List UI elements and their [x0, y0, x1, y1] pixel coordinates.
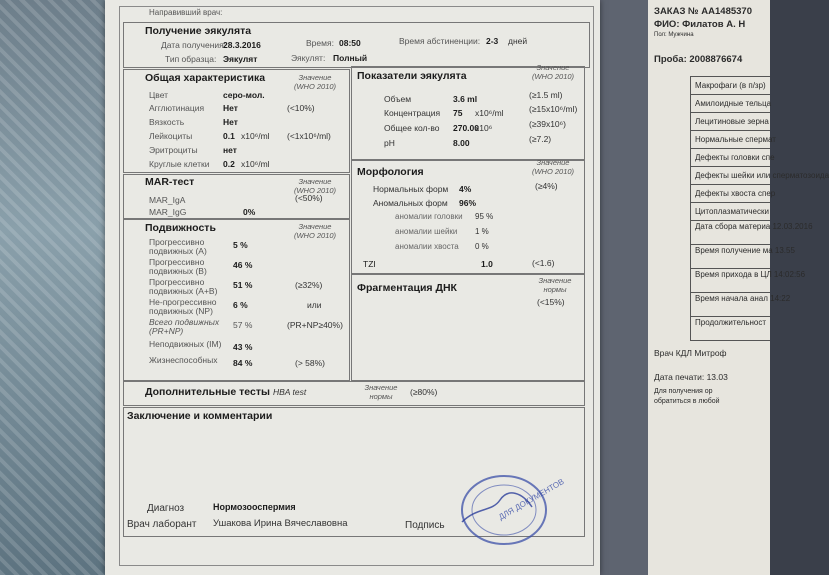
side-table-row: Цитоплазматически	[690, 203, 770, 221]
ejaculate-row-norm: (≥7.2)	[529, 134, 552, 144]
abstinence-label: Время абстиненции:	[399, 36, 481, 46]
dna-norm-header: Значение нормы	[538, 276, 572, 294]
motility-norm-header: Значение (WHO 2010)	[293, 222, 337, 240]
motility-row-label: Прогрессивно подвижных (А)	[149, 237, 207, 256]
dna-title: Фрагментация ДНК	[357, 282, 457, 294]
general-row-norm: (<1x10⁶/ml)	[287, 131, 331, 141]
motility-row-label: Неподвижных (IM)	[149, 339, 222, 349]
side-doctor: Врач КДЛ Митроф	[654, 348, 727, 358]
motility-row-norm: (≥32%)	[295, 280, 323, 290]
side-table-row: Дефекты головки спе	[690, 149, 770, 167]
morphology-row-value: 4%	[459, 184, 472, 194]
lace-tablecloth	[0, 0, 120, 575]
side-table	[690, 76, 829, 341]
general-row-label: Цвет	[149, 90, 169, 100]
side-table-row: Дефекты хвоста спер	[690, 185, 770, 203]
side-order: ЗАКАЗ № AA1485370	[654, 6, 752, 17]
morphology-row-norm: (≥4%)	[535, 181, 558, 191]
type-value: Эякулят	[223, 54, 258, 64]
ejaculate-row-unit: x10⁶/ml	[475, 108, 504, 118]
ejaculate-row-value: 270.00	[453, 123, 479, 133]
side-probe: Проба: 2008876674	[654, 54, 743, 65]
side-footer-1: Для получения ор	[654, 388, 713, 395]
dna-norm: (<15%)	[537, 297, 565, 307]
ejaculate-row-label: Концентрация	[384, 108, 441, 118]
motility-row-value: 57 %	[233, 320, 253, 330]
ejaculate-row-value: 8.00	[453, 138, 470, 148]
abstinence-value: 2-3	[486, 36, 499, 46]
ejaculate-norm-header: Значение (WHO 2010)	[531, 63, 575, 81]
motility-row-value: 46 %	[233, 260, 253, 270]
motility-row-norm: (PR+NP≥40%)	[287, 320, 343, 330]
ejaculate-row-value: 3.6 ml	[453, 94, 478, 104]
diagnosis-value: Нормозооспермия	[213, 502, 296, 512]
lab-stamp	[452, 462, 566, 547]
morphology-subrow-value: 1 %	[475, 227, 489, 236]
morphology-title: Морфология	[357, 166, 424, 178]
additional-test: HBA test	[273, 387, 307, 397]
general-row-value: 0.2	[223, 159, 235, 169]
general-row-label: Вязкость	[149, 117, 185, 127]
morphology-row-label: Аномальных форм	[373, 198, 448, 208]
ejaculate-row-unit: x10⁶	[475, 123, 493, 133]
ejaculate-volume-value: Полный	[333, 53, 368, 63]
motility-row-value: 84 %	[233, 358, 253, 368]
motility-title: Подвижность	[145, 222, 216, 234]
motility-row-value: 5 %	[233, 240, 248, 250]
ejaculate-title: Показатели эякулята	[357, 70, 467, 82]
side-footer-2: обратиться в любой	[654, 398, 720, 405]
motility-row-label: Прогрессивно подвижных (A+B)	[149, 277, 218, 296]
side-fio: ФИО: Филатов А. Н	[654, 19, 746, 30]
general-row-norm: (<10%)	[287, 103, 315, 113]
time-value: 08:50	[339, 38, 361, 48]
morphology-subrow-value: 95 %	[475, 212, 494, 221]
general-row-value: Нет	[223, 117, 238, 127]
general-norm-header: Значение (WHO 2010)	[293, 73, 337, 91]
general-row-label: Агглютинация	[149, 103, 205, 113]
general-title: Общая характеристика	[145, 72, 266, 84]
general-row-label: Круглые клетки	[149, 159, 210, 169]
side-table-row: Амилоидные тельца	[690, 95, 770, 113]
morphology-subrow-label: аномалии хвоста	[395, 242, 459, 251]
general-row-value: 0.1	[223, 131, 235, 141]
referring-doctor-label: Направивший врач:	[149, 8, 223, 17]
motility-row-value: 43 %	[233, 342, 253, 352]
general-row-unit: x10⁶/ml	[241, 131, 270, 141]
motility-row-label: Не-прогрессивно подвижных (NP)	[149, 297, 217, 316]
motility-row-norm: или	[307, 300, 322, 310]
tzi-value: 1.0	[481, 259, 493, 269]
side-table-row: Продолжительност	[690, 317, 770, 341]
mar-row-norm: (<50%)	[295, 193, 323, 203]
general-row-unit: x10⁶/ml	[241, 159, 270, 169]
motility-row-label: Прогрессивно подвижных (В)	[149, 257, 207, 276]
side-table-row: Время прихода в ЦЛ 14:02:56	[690, 269, 770, 293]
side-table-row: Дефекты шейки или сперматозоида	[690, 167, 770, 185]
doctor-label: Врач лаборант	[127, 519, 197, 530]
time-label: Время:	[306, 38, 334, 48]
side-table-row: Время начала анал 14:22	[690, 293, 770, 317]
side-table-row: Нормальные спермат	[690, 131, 770, 149]
side-table-row: Макрофаги (в п/зр)	[690, 77, 770, 95]
signature-label: Подпись	[405, 520, 445, 531]
sample-title: Получение эякулята	[145, 25, 252, 37]
date-label: Дата получения:	[161, 40, 227, 50]
mar-norm-header: Значение (WHO 2010)	[293, 177, 337, 195]
ejaculate-row-label: Объем	[384, 94, 412, 104]
ejaculate-row-norm: (≥1.5 ml)	[529, 90, 563, 100]
side-sex: Пол: Мужчина	[654, 32, 694, 38]
tzi-label: TZI	[363, 259, 376, 269]
additional-title: Дополнительные тесты	[145, 386, 270, 398]
general-row-value: Нет	[223, 103, 238, 113]
ejaculate-row-norm: (≥39x10⁶)	[529, 119, 566, 129]
ejaculate-row-value: 75	[453, 108, 463, 118]
morphology-subrow-label: аномалии головки	[395, 212, 463, 221]
side-table-row: Лецитиновые зерна	[690, 113, 770, 131]
side-table-row: Дата сбора материа 12.03.2016	[690, 221, 770, 245]
ejaculate-row-norm: (≥15x10⁶/ml)	[529, 104, 578, 114]
mar-row-label: MAR_IgG	[149, 207, 187, 217]
type-label: Тип образца:	[165, 54, 217, 64]
morphology-row-value: 96%	[459, 198, 477, 208]
ejaculate-row-label: pH	[384, 138, 395, 148]
tzi-norm: (<1.6)	[532, 258, 555, 268]
additional-norm-header: Значение нормы	[364, 383, 398, 401]
side-print-date: Дата печати: 13.03	[654, 372, 728, 382]
general-row-value: серо-мол.	[223, 90, 265, 100]
motility-row-value: 51 %	[233, 280, 253, 290]
motility-row-norm: (> 58%)	[295, 358, 325, 368]
doctor-value: Ушакова Ирина Вячеславовна	[213, 518, 348, 529]
general-row-label: Эритроциты	[149, 145, 198, 155]
motility-row-label: Всего подвижных (PR+NP)	[149, 317, 220, 336]
diagnosis-label: Диагноз	[147, 503, 185, 514]
general-row-value: нет	[223, 145, 237, 155]
morphology-subrow-value: 0 %	[475, 242, 489, 251]
mar-row-label: MAR_IgA	[149, 195, 186, 205]
date-value: 28.3.2016	[223, 40, 261, 50]
additional-norm: (≥80%)	[410, 387, 438, 397]
morphology-row-label: Нормальных форм	[373, 184, 449, 194]
stamp-text: ДЛЯ ДОКУМЕНТОВ	[497, 476, 566, 522]
morphology-subrow-label: аномалии шейки	[395, 227, 458, 236]
side-table-row: Время получение ма 13.55	[690, 245, 770, 269]
mar-row-value: 0%	[243, 207, 256, 217]
side-document	[648, 0, 829, 575]
conclusion-title: Заключение и комментарии	[127, 410, 273, 422]
morphology-norm-header: Значение (WHO 2010)	[531, 158, 575, 176]
general-row-label: Лейкоциты	[149, 131, 193, 141]
ejaculate-row-label: Общее кол-во	[384, 123, 440, 133]
motility-row-label: Жизнеспособных	[149, 355, 218, 365]
ejaculate-volume-label: Эякулят:	[291, 53, 326, 63]
motility-row-value: 6 %	[233, 300, 248, 310]
abstinence-unit: дней	[508, 36, 528, 46]
mar-title: MAR-тест	[145, 176, 195, 188]
analysis-report	[105, 0, 600, 575]
